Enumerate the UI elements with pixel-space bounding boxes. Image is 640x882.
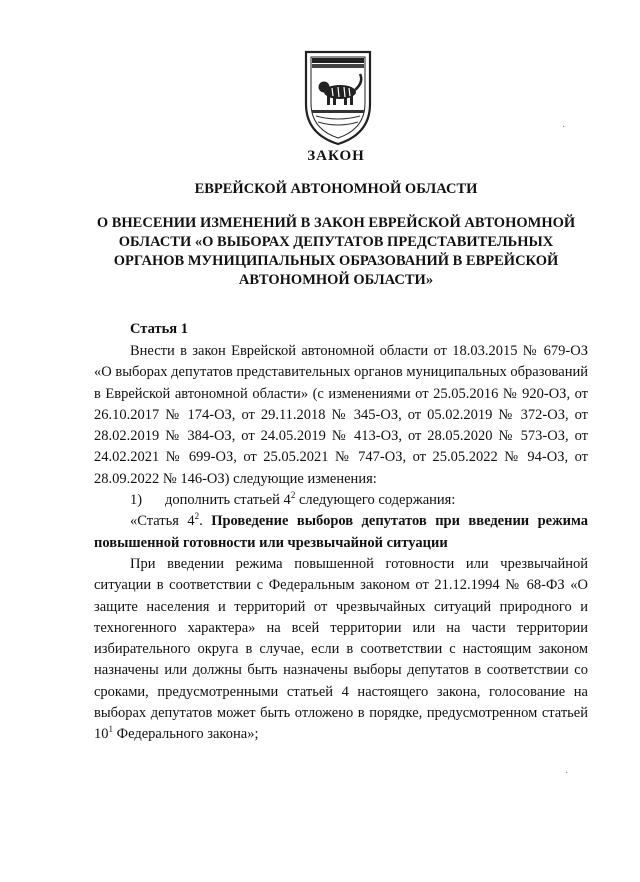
new-article-title: Проведение выборов депутатов при введении режима повышенной готовности или чрезвычайной ситуации xyxy=(94,513,589,551)
list-item-text-after: следующего содержания: xyxy=(295,492,456,509)
new-article-prefix: «Статья 4 xyxy=(130,513,195,530)
new-article-sup: 2 xyxy=(194,511,200,522)
paragraph-text-after: Федерального закона»; xyxy=(113,726,259,743)
scan-mark: · xyxy=(562,122,566,133)
law-region: ЕВРЕЙСКОЙ АВТОНОМНОЙ ОБЛАСТИ xyxy=(194,181,478,197)
scan-mark: · xyxy=(565,768,569,779)
article-heading: Статья 1 xyxy=(130,321,188,337)
new-article-heading xyxy=(94,511,588,554)
new-article-prefix-end: . xyxy=(199,513,212,530)
list-item-number: 1) xyxy=(130,492,143,509)
coat-of-arms-emblem xyxy=(302,48,374,148)
list-item-text-before: дополнить статьей 4 xyxy=(165,492,291,509)
law-subject: О ВНЕСЕНИИ ИЗМЕНЕНИЙ В ЗАКОН ЕВРЕЙСКОЙ АВТОНОМНОЙ ОБЛАСТИ «О ВЫБОРАХ ДЕПУТАТОВ ПРЕДСТАВИТЕЛЬНЫХ ОРГАНОВ МУНИЦИПАЛЬНЫХ ОБРАЗОВАНИЙ В ЕВРЕЙСКОЙ АВТОНОМНОЙ ОБЛАСТИ» xyxy=(96,215,576,288)
list-item-sup: 2 xyxy=(290,490,296,501)
article-intro: Внести в закон Еврейской автономной области от 18.03.2015 № 679-ОЗ «О выборах депутатов представительных органов муниципальных образований в Еврейской автономной области» (с изменениями от 25.05.2016 № 920-ОЗ, от 26.10.2017 № 174-ОЗ, от 29.11.2018 № 345-ОЗ, от 05.02.2019 № 372-ОЗ, от 28.02.2019 № 384-ОЗ, от 24.05.2019 № 413-ОЗ, от 28.05.2020 № 573-ОЗ, от 24.02.2021 № 699-ОЗ, от 25.05.2021 № 747-ОЗ, от 25.05.2022 № 94-ОЗ, от 28.09.2022 № 146-ОЗ) следующие изменения: xyxy=(94,343,588,487)
paragraph-text-before: При введении режима повышенной готовности или чрезвычайной ситуации в соответствии с Федеральным законом от 21.12.1994 № 68-ФЗ «О защите населения и территорий от чрезвычайных ситуаций природного и техногенного характера» на всей территории или на части территории избирательного округа в случае, если в соответствии с настоящим законом назначены или должны быть назначены выборы депутатов в соответствии со сроками, предусмотренными статьей 4 настоящего закона, голосование на выборах депутатов может быть отложено в порядке, предусмотренном статьей 10 xyxy=(94,555,588,743)
article-body xyxy=(94,341,588,746)
law-title: ЗАКОН xyxy=(307,148,365,164)
new-article-paragraph xyxy=(94,554,588,746)
list-item xyxy=(94,490,588,511)
paragraph-sup: 1 xyxy=(108,724,113,735)
